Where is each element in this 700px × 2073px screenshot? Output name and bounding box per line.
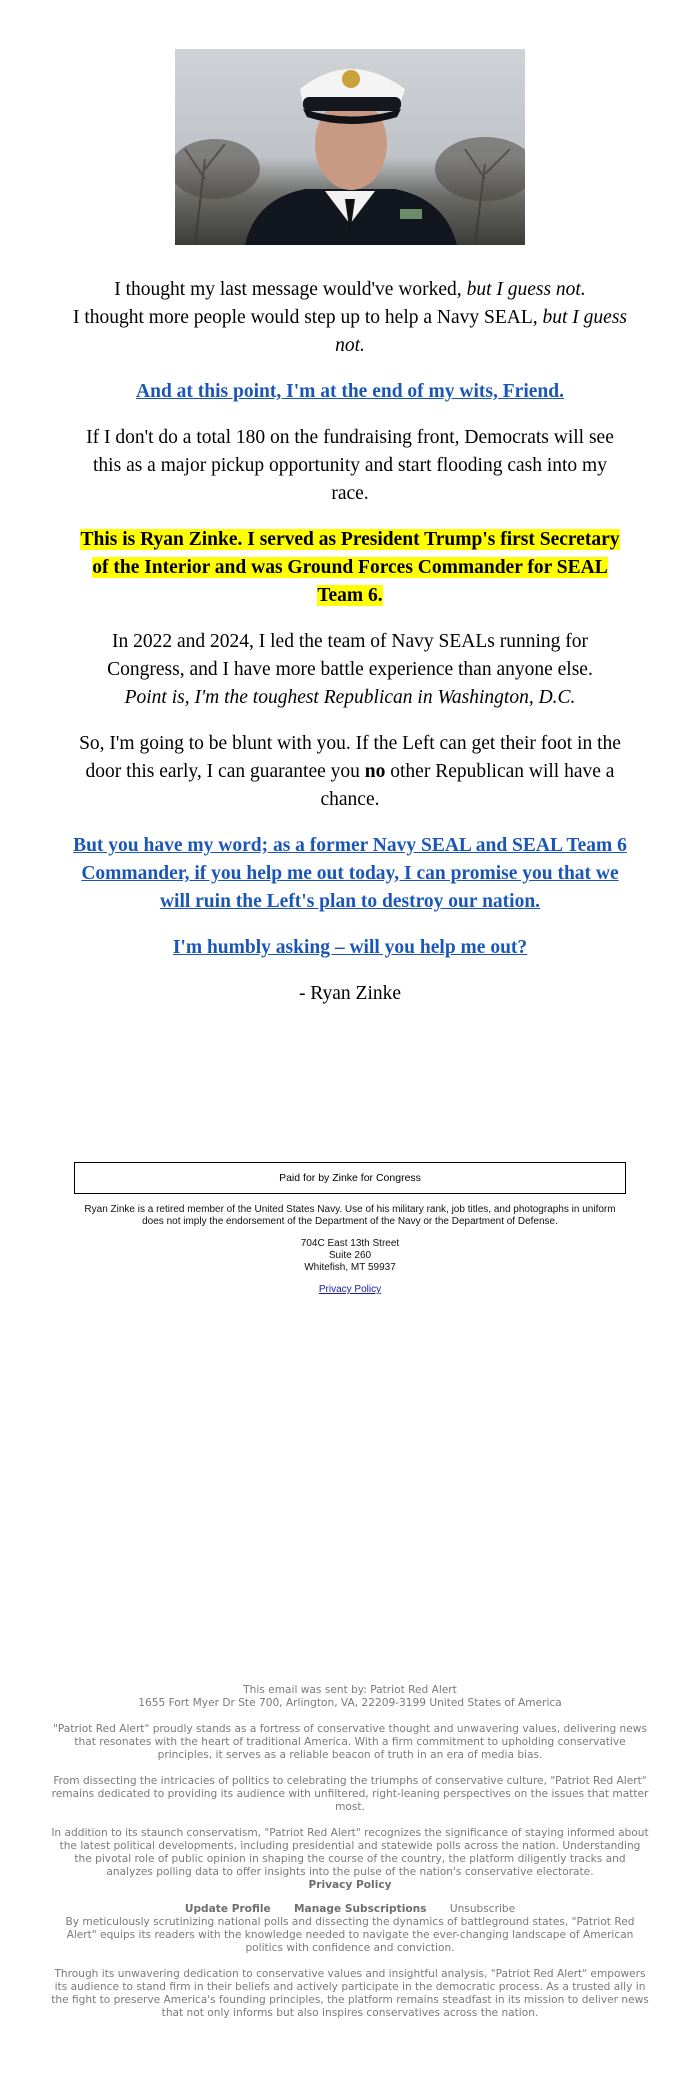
footer-paragraph: Through its unwavering dedication to conservative values and insightful analysis, "Patriot Red Alert" empowers its audience to stand firm in their beliefs and actively participate in the democratic process. As a trusted ally in the fight to preserve America's founding principles, the platform remains steadfast in its mission to deliver news that not only informs but also inspires conservatives across the nation.	[51, 1968, 649, 2019]
intro-paragraph	[72, 276, 628, 360]
highlighted-intro: This is Ryan Zinke. I served as President Trump's first Secretary of the Interior and was Ground Forces Commander for SEAL Team 6.	[80, 529, 620, 606]
campaign-address	[74, 1238, 626, 1274]
address-line: 704C East 13th Street	[300, 1238, 400, 1249]
military-notice: Ryan Zinke is a retired member of the United States Navy. Use of his military rank, job titles, and photographs in uniform does not imply the endorsement of the Department of the Navy or the Department of Defense.	[84, 1204, 616, 1227]
intro-line-2-emphasis: but I guess not.	[335, 307, 628, 356]
intro-line-1-emphasis: but I guess not.	[466, 279, 586, 300]
address-line: Suite 260	[328, 1250, 372, 1261]
footer-paragraph: By meticulously scrutinizing national polls and dissecting the dynamics of battleground states, "Patriot Red Alert" equips its readers with the knowledge needed to navigate the ever-changing landscape of American politics with confidence and conviction.	[65, 1916, 635, 1954]
update-profile-link[interactable]: Update Profile	[184, 1903, 271, 1915]
footer-links	[50, 1903, 650, 1916]
blunt-bold: no	[364, 761, 386, 782]
experience-text: In 2022 and 2024, I led the team of Navy SEALs running for Congress, and I have more battle experience than anyone else.	[107, 631, 593, 680]
signature: - Ryan Zinke	[298, 983, 402, 1004]
footer-paragraph: "Patriot Red Alert" proudly stands as a fortress of conservative thought and unwavering values, delivering news that resonates with the heart of traditional America. With a firm commitment to upholding conservative principles, it serves as a reliable beacon of truth in an era of media bias.	[53, 1723, 647, 1761]
donate-link-promise[interactable]: But you have my word; as a former Navy SEAL and SEAL Team 6 Commander, if you help me out today, I can promise you that we will ruin the Left's plan to destroy our nation.	[73, 835, 627, 912]
manage-subscriptions-link[interactable]: Manage Subscriptions	[294, 1903, 427, 1915]
experience-emphasis: Point is, I'm the toughest Republican in Washington, D.C.	[124, 687, 576, 708]
campaign-privacy-link[interactable]: Privacy Policy	[318, 1284, 382, 1295]
blunt-paragraph	[72, 730, 628, 814]
sender-address: 1655 Fort Myer Dr Ste 700, Arlington, VA, 22209-3199 United States of America	[138, 1697, 562, 1709]
sent-by: This email was sent by: Patriot Red Alert	[243, 1684, 457, 1696]
fundraising-paragraph: If I don't do a total 180 on the fundraising front, Democrats will see this as a major pickup opportunity and start flooding cash into my race.	[86, 427, 614, 504]
footer-paragraph: In addition to its staunch conservatism, "Patriot Red Alert" recognizes the significance of staying informed about the latest political developments, including presidential and statewide polls across the nation. Understanding the pivotal role of public opinion in shaping the course of the country, the platform diligently tracks and analyzes polling data to offer insights into the pulse of the nation's conservative electorate.	[51, 1827, 649, 1878]
footer	[50, 1684, 650, 2033]
hero-photo	[175, 49, 525, 245]
donate-link-help[interactable]: I'm humbly asking – will you help me out?	[172, 937, 528, 958]
blunt-text-1: So, I'm going to be blunt with you. If the Left can get their foot in the door this early, I can guarantee you	[79, 733, 621, 782]
sender-info	[50, 1684, 650, 1710]
message-body	[72, 276, 628, 1026]
disclaimer	[74, 1204, 626, 1306]
footer-paragraph: From dissecting the intricacies of politics to celebrating the triumphs of conservative culture, "Patriot Red Alert" remains dedicated to providing its audience with unfiltered, right-leaning perspectives on the issues that matter most.	[51, 1775, 649, 1813]
intro-line-2: I thought more people would step up to help a Navy SEAL,	[72, 307, 543, 328]
footer-privacy-link[interactable]: Privacy Policy	[308, 1879, 392, 1891]
intro-line-1: I thought my last message would've worked,	[114, 279, 467, 300]
unsubscribe-link[interactable]: Unsubscribe	[449, 1903, 516, 1915]
paid-for-box: Paid for by Zinke for Congress	[74, 1162, 626, 1194]
donate-link-wits[interactable]: And at this point, I'm at the end of my wits, Friend.	[136, 381, 564, 402]
address-line: Whitefish, MT 59937	[304, 1262, 396, 1273]
experience-paragraph	[72, 628, 628, 712]
blunt-text-2: other Republican will have a chance.	[320, 761, 615, 810]
